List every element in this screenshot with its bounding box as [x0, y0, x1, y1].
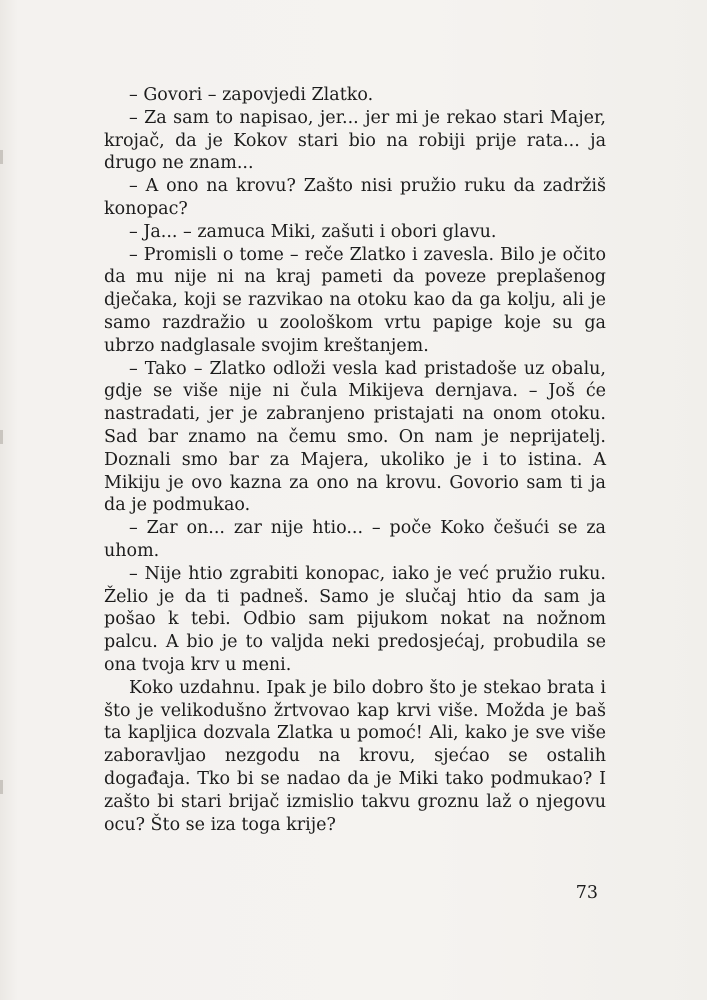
page-number: 73: [575, 883, 598, 903]
binding-mark: [0, 430, 3, 444]
paragraph: – Promisli o tome – reče Zlatko i zavesla. Bilo je očito da mu nije ni na kraj pameti da poveze preplašenog dječaka, koji se razvikao na otoku kao da ga kolju, ali je samo razdražio u zoološkom vrtu papige koje su ga ubrzo nadglasale svojim kreštanjem.: [104, 244, 606, 356]
paragraph: – Za sam to napisao, jer... jer mi je rekao stari Majer, krojač, da je Kokov stari bio na robiji prije rata... ja drugo ne znam...: [104, 107, 606, 174]
paragraph: Koko uzdahnu. Ipak je bilo dobro što je stekao brata i što je velikodušno žrtvovao kap krvi više. Možda je baš ta kapljica dozvala Zlatka u pomoć! Ali, kako je sve više zaboravljao nezgodu na krovu, sjećao se ostalih događaja. Tko bi se nadao da je Miki tako podmukao? I zašto bi stari brijač izmislio takvu groznu laž o njegovu ocu? Što se iza toga krije?: [104, 677, 606, 835]
paragraph: – Zar on... zar nije htio... – poče Koko češući se za uhom.: [104, 518, 606, 561]
paragraph: – A ono na krovu? Zašto nisi pružio ruku da zadržiš konopac?: [104, 176, 606, 219]
paragraph: – Nije htio zgrabiti konopac, iako je već pružio ruku. Želio je da ti padneš. Samo je slučaj htio da sam ja pošao k tebi. Odbio sam pijukom nokat na nožnom palcu. A bio je to valjda neki predosjećaj, probudila se ona tvoja krv u meni.: [104, 563, 606, 675]
binding-mark: [0, 780, 3, 794]
binding-mark: [0, 150, 3, 164]
paragraph: – Govori – zapovjedi Zlatko.: [129, 85, 374, 105]
body-text: [104, 84, 606, 836]
paragraph: – Tako – Zlatko odloži vesla kad pristadoše uz obalu, gdje se više nije ni čula Mikijeva dernjava. – Još će nastradati, jer je zabranjeno pristajati na onom otoku. Sad bar znamo na čemu smo. On nam je neprijatelj. Doznali smo bar za Majera, ukoliko je i to istina. A Mikiju je ovo kazna za ono na krovu. Govorio sam ti ja da je podmukao.: [104, 358, 606, 516]
paragraph: – Ja... – zamuca Miki, zašuti i obori glavu.: [129, 221, 497, 242]
